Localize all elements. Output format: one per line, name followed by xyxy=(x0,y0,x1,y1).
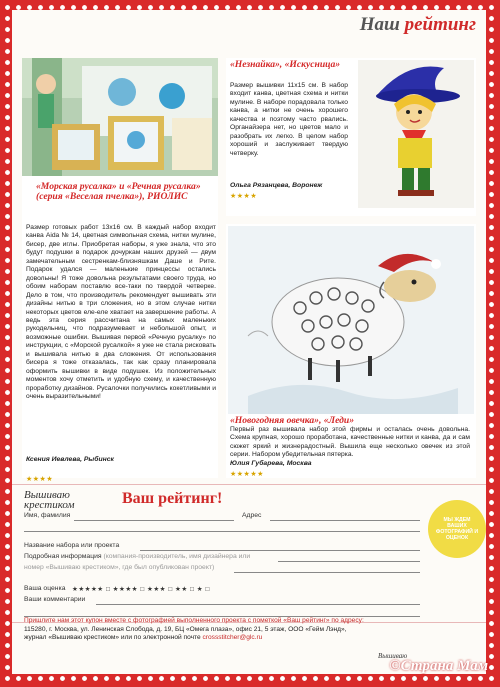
photo-callout-badge: МЫ ЖДЕМ ВАШИХ ФОТОГРАФИЙ И ОЦЕНОК xyxy=(428,500,486,558)
section-divider xyxy=(12,484,486,485)
rating-choices[interactable]: ★★★★★ □ ★★★★ □ ★★★ □ ★★ □ ★ □ xyxy=(72,586,210,593)
review-title: «Морская русалка» и «Речная русалка» (серия «Веселая пчелка»), РИОЛИС xyxy=(36,181,201,202)
review-body: Размер вышивки 11х15 см. В набор входит канва, цветная схема и нитки мулине. В наборе порадовала только канва, а нитки не очень хорошего качества и поэтому часто рвались. Органайзера нет, но цветов мало и разобрать их легко. В целом набор хороший и заслуживает твердую четверку. xyxy=(230,82,348,157)
detail-input[interactable] xyxy=(278,561,420,562)
label-number: номер «Вышиваю крестиком», где был опубликован проект) xyxy=(24,564,215,571)
number-input[interactable] xyxy=(234,572,420,573)
section-header: Наш рейтинг xyxy=(359,14,476,35)
review-title: «Новогодняя овечка», «Леди» xyxy=(230,415,355,426)
comments-input[interactable] xyxy=(96,604,420,605)
rating-stars: ★★★★ xyxy=(230,193,258,200)
rating-stars: ★★★★ xyxy=(26,476,54,483)
publication-footer: Вышиваю xyxy=(378,652,408,660)
mermaid-photo xyxy=(22,58,218,176)
review-author: Ольга Рязанцева, Воронеж xyxy=(230,182,323,189)
review-body: Первый раз вышивала набор этой фирмы и осталась очень довольна. Схема крупная, хорошо проработана, качественные нитки и канва, да и сам сюжет яркий и жизнерадостный. Вышила еще несколько овечек из этой серии. Набором убедительная пятерка. xyxy=(230,426,470,459)
review-card-neznayka xyxy=(226,58,476,216)
neznayka-embroidery xyxy=(358,60,474,208)
label-rating: Ваша оценка xyxy=(24,585,66,592)
sheep-image xyxy=(228,226,474,414)
review-card-mermaids xyxy=(22,58,218,483)
review-card-sheep xyxy=(226,224,476,478)
sheep-embroidery xyxy=(228,226,474,414)
magazine-logo: Вышиваю крестиком xyxy=(24,489,75,511)
blank-line[interactable] xyxy=(24,531,420,532)
rating-stars: ★★★★★ xyxy=(230,471,264,478)
neznayka-image xyxy=(358,60,474,208)
label-kit: Название набора или проекта xyxy=(24,542,120,549)
label-address: Адрес xyxy=(242,512,262,519)
address-input[interactable] xyxy=(270,520,420,521)
email-link[interactable]: crossstitcher@glc.ru xyxy=(202,634,263,642)
kit-input[interactable] xyxy=(140,550,420,551)
form-title: Ваш рейтинг! xyxy=(122,490,223,507)
review-body: Размер готовых работ 13х16 см. В каждый набор входит канва Aida № 14, цветная символьная схема, нитки мулине, бисер, две иглы. Приобретая наборы, я уже знала, что это будут подушки в подарок дочуркам наших друзей — двум замечательным сестренкам-близняшкам Даше и Рите. Подарок удался — маленькие принцессы остались довольны! Я тоже довольна результатами своего труда, но обоим наборам поставлю все-таки по твердой четверке. Дело в том, что производитель рекомендует вышивать эти дизайны нитью в три сложения, но в этом случае нитки некоторых цветов еле-еле хватает на завершение работы. А ведь эта серия рассчитана на самых маленьких рукодельниц, что подразумевает и небольшой опыт, и возможные ошибки. Вышивая первой «Речную русалку» по инструкции, с «Морской русалкой» я уже не стала рисковать и вышивала нитью в два сложения. От использования бисера я тоже отказалась, так как сразу планировала оформить вышивки в виде подушек. Из положительных моментов хочу отметить и удобную схему, и качественную проработку дизайнов. Русалочки получились кокетливыми и очень выразительными! xyxy=(26,224,216,401)
name-input[interactable] xyxy=(74,520,234,521)
mailing-instructions: Пришлите нам этот купон вместе с фотографией выполненного проекта с пометкой «Ваш рейтинг» по адресу: 115280, г. Москва, ул. Ленинская Слобода, д. 19, БЦ «Омега плаза», офис 21, 5 этаж, ООО «Гейм Лэнд», журнал «Вышиваю крестиком» или по электронной почте crossstitcher@glc.ru xyxy=(24,617,364,642)
review-author: Ксения Иевлева, Рыбинск xyxy=(26,456,114,463)
mermaid-kits-image xyxy=(22,58,218,176)
label-comments: Ваши комментарии xyxy=(24,596,86,603)
site-watermark: ©Страна Мам xyxy=(389,658,488,674)
review-author: Юлия Губарева, Москва xyxy=(230,460,312,467)
page-sheet xyxy=(12,10,486,674)
review-title: «Незнайка», «Искусница» xyxy=(230,59,341,70)
label-detail: Подробная информация (компания-производитель, имя дизайнера или xyxy=(24,553,251,560)
label-name: Имя, фамилия xyxy=(24,512,71,519)
